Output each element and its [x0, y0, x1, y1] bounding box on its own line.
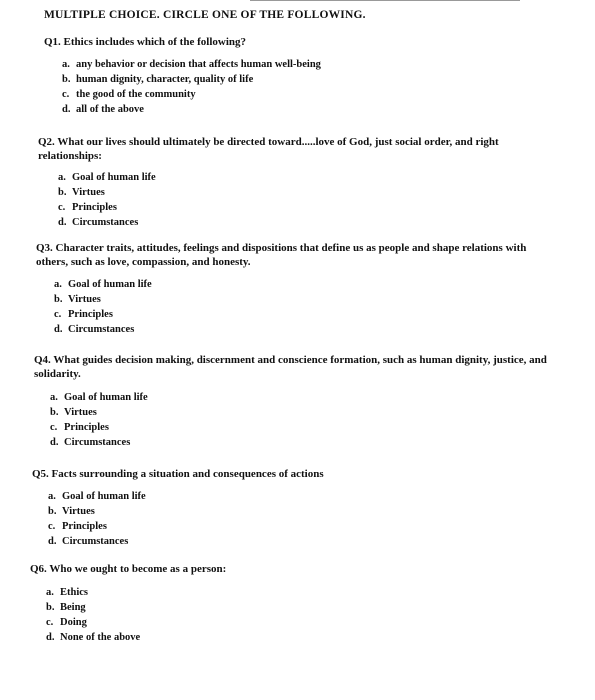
option-b[interactable]	[50, 406, 554, 419]
question-6	[30, 562, 550, 646]
option-letter: c.	[62, 88, 70, 100]
option-b[interactable]	[58, 186, 518, 199]
option-letter: b.	[46, 602, 55, 614]
option-label: Virtues	[62, 506, 95, 518]
option-letter: c.	[54, 309, 62, 321]
option-letter: a.	[48, 491, 56, 503]
option-label: Virtues	[72, 187, 105, 199]
option-letter: a.	[62, 59, 70, 71]
option-d[interactable]	[58, 216, 518, 229]
option-letter: c.	[58, 202, 66, 214]
option-letter: c.	[50, 422, 58, 434]
option-label: Principles	[72, 202, 117, 214]
question-text: Q6. Who we ought to become as a person:	[30, 563, 227, 575]
option-label: Principles	[64, 422, 109, 434]
option-letter: a.	[46, 587, 54, 599]
option-a[interactable]	[48, 490, 552, 503]
option-label: Goal of human life	[64, 392, 148, 404]
option-letter: b.	[58, 187, 67, 199]
option-c[interactable]	[46, 616, 550, 629]
option-letter: d.	[54, 323, 63, 335]
page-title: MULTIPLE CHOICE. CIRCLE ONE OF THE FOLLOWING.	[44, 9, 366, 21]
option-letter: a.	[54, 279, 62, 291]
option-label: human dignity, character, quality of life	[76, 74, 254, 86]
option-label: Principles	[68, 309, 113, 321]
option-letter: c.	[48, 520, 56, 532]
option-letter: d.	[58, 216, 67, 228]
option-label: Circumstances	[68, 323, 135, 335]
option-b[interactable]	[48, 505, 552, 518]
option-label: the good of the community	[76, 88, 196, 100]
options-list	[62, 58, 564, 116]
question-1	[44, 35, 564, 118]
option-label: Principles	[62, 520, 107, 532]
question-3	[36, 241, 561, 338]
question-2	[38, 135, 518, 231]
option-label: Virtues	[68, 294, 101, 306]
option-letter: b.	[48, 506, 57, 518]
option-b[interactable]	[62, 73, 564, 86]
question-text: Q5. Facts surrounding a situation and consequences of actions	[32, 468, 324, 480]
option-a[interactable]	[58, 171, 518, 184]
option-c[interactable]	[54, 308, 561, 321]
option-label: Goal of human life	[72, 172, 156, 184]
option-label: Ethics	[60, 587, 89, 599]
option-d[interactable]	[50, 436, 554, 449]
question-text: Q4. What guides decision making, discernment and conscience formation, such as human dignity, justice, and solidarity.	[34, 354, 547, 381]
option-d[interactable]	[46, 631, 550, 644]
option-b[interactable]	[54, 293, 561, 306]
option-a[interactable]	[46, 586, 550, 599]
option-d[interactable]	[62, 103, 564, 116]
option-label: Goal of human life	[62, 491, 146, 503]
option-letter: b.	[54, 294, 63, 306]
option-letter: a.	[58, 172, 66, 184]
options-list	[48, 490, 552, 548]
option-d[interactable]	[48, 535, 552, 548]
option-label: Goal of human life	[68, 279, 152, 291]
option-d[interactable]	[54, 323, 561, 336]
question-5	[32, 467, 552, 550]
option-letter: d.	[48, 535, 57, 547]
option-letter: b.	[50, 407, 59, 419]
option-c[interactable]	[58, 201, 518, 214]
option-c[interactable]	[62, 88, 564, 101]
options-list	[54, 278, 561, 336]
options-list	[46, 586, 550, 644]
option-label: None of the above	[60, 631, 141, 643]
question-text: Q2. What our lives should ultimately be directed toward.....love of God, just social order, and right relationships:	[38, 136, 499, 163]
question-4	[34, 353, 554, 451]
option-b[interactable]	[46, 601, 550, 614]
option-letter: d.	[50, 436, 59, 448]
option-a[interactable]	[62, 58, 564, 71]
option-a[interactable]	[50, 391, 554, 404]
option-label: Circumstances	[72, 216, 139, 228]
option-label: Doing	[60, 616, 87, 628]
option-label: Circumstances	[64, 436, 131, 448]
option-label: Virtues	[64, 407, 97, 419]
top-rule	[250, 0, 520, 1]
option-a[interactable]	[54, 278, 561, 291]
options-list	[58, 171, 518, 229]
option-label: Being	[60, 602, 86, 614]
question-text: Q3. Character traits, attitudes, feelings and dispositions that define us as people and shape relations with others, such as love, compassion, and honesty.	[36, 242, 527, 269]
options-list	[50, 391, 554, 449]
option-c[interactable]	[48, 520, 552, 533]
option-letter: d.	[46, 631, 55, 643]
option-letter: b.	[62, 74, 71, 86]
option-label: any behavior or decision that affects human well-being	[76, 59, 321, 71]
question-text: Q1. Ethics includes which of the following?	[44, 36, 246, 48]
option-letter: a.	[50, 392, 58, 404]
option-label: all of the above	[76, 103, 144, 115]
option-letter: d.	[62, 103, 71, 115]
option-label: Circumstances	[62, 535, 129, 547]
option-c[interactable]	[50, 421, 554, 434]
option-letter: c.	[46, 616, 54, 628]
